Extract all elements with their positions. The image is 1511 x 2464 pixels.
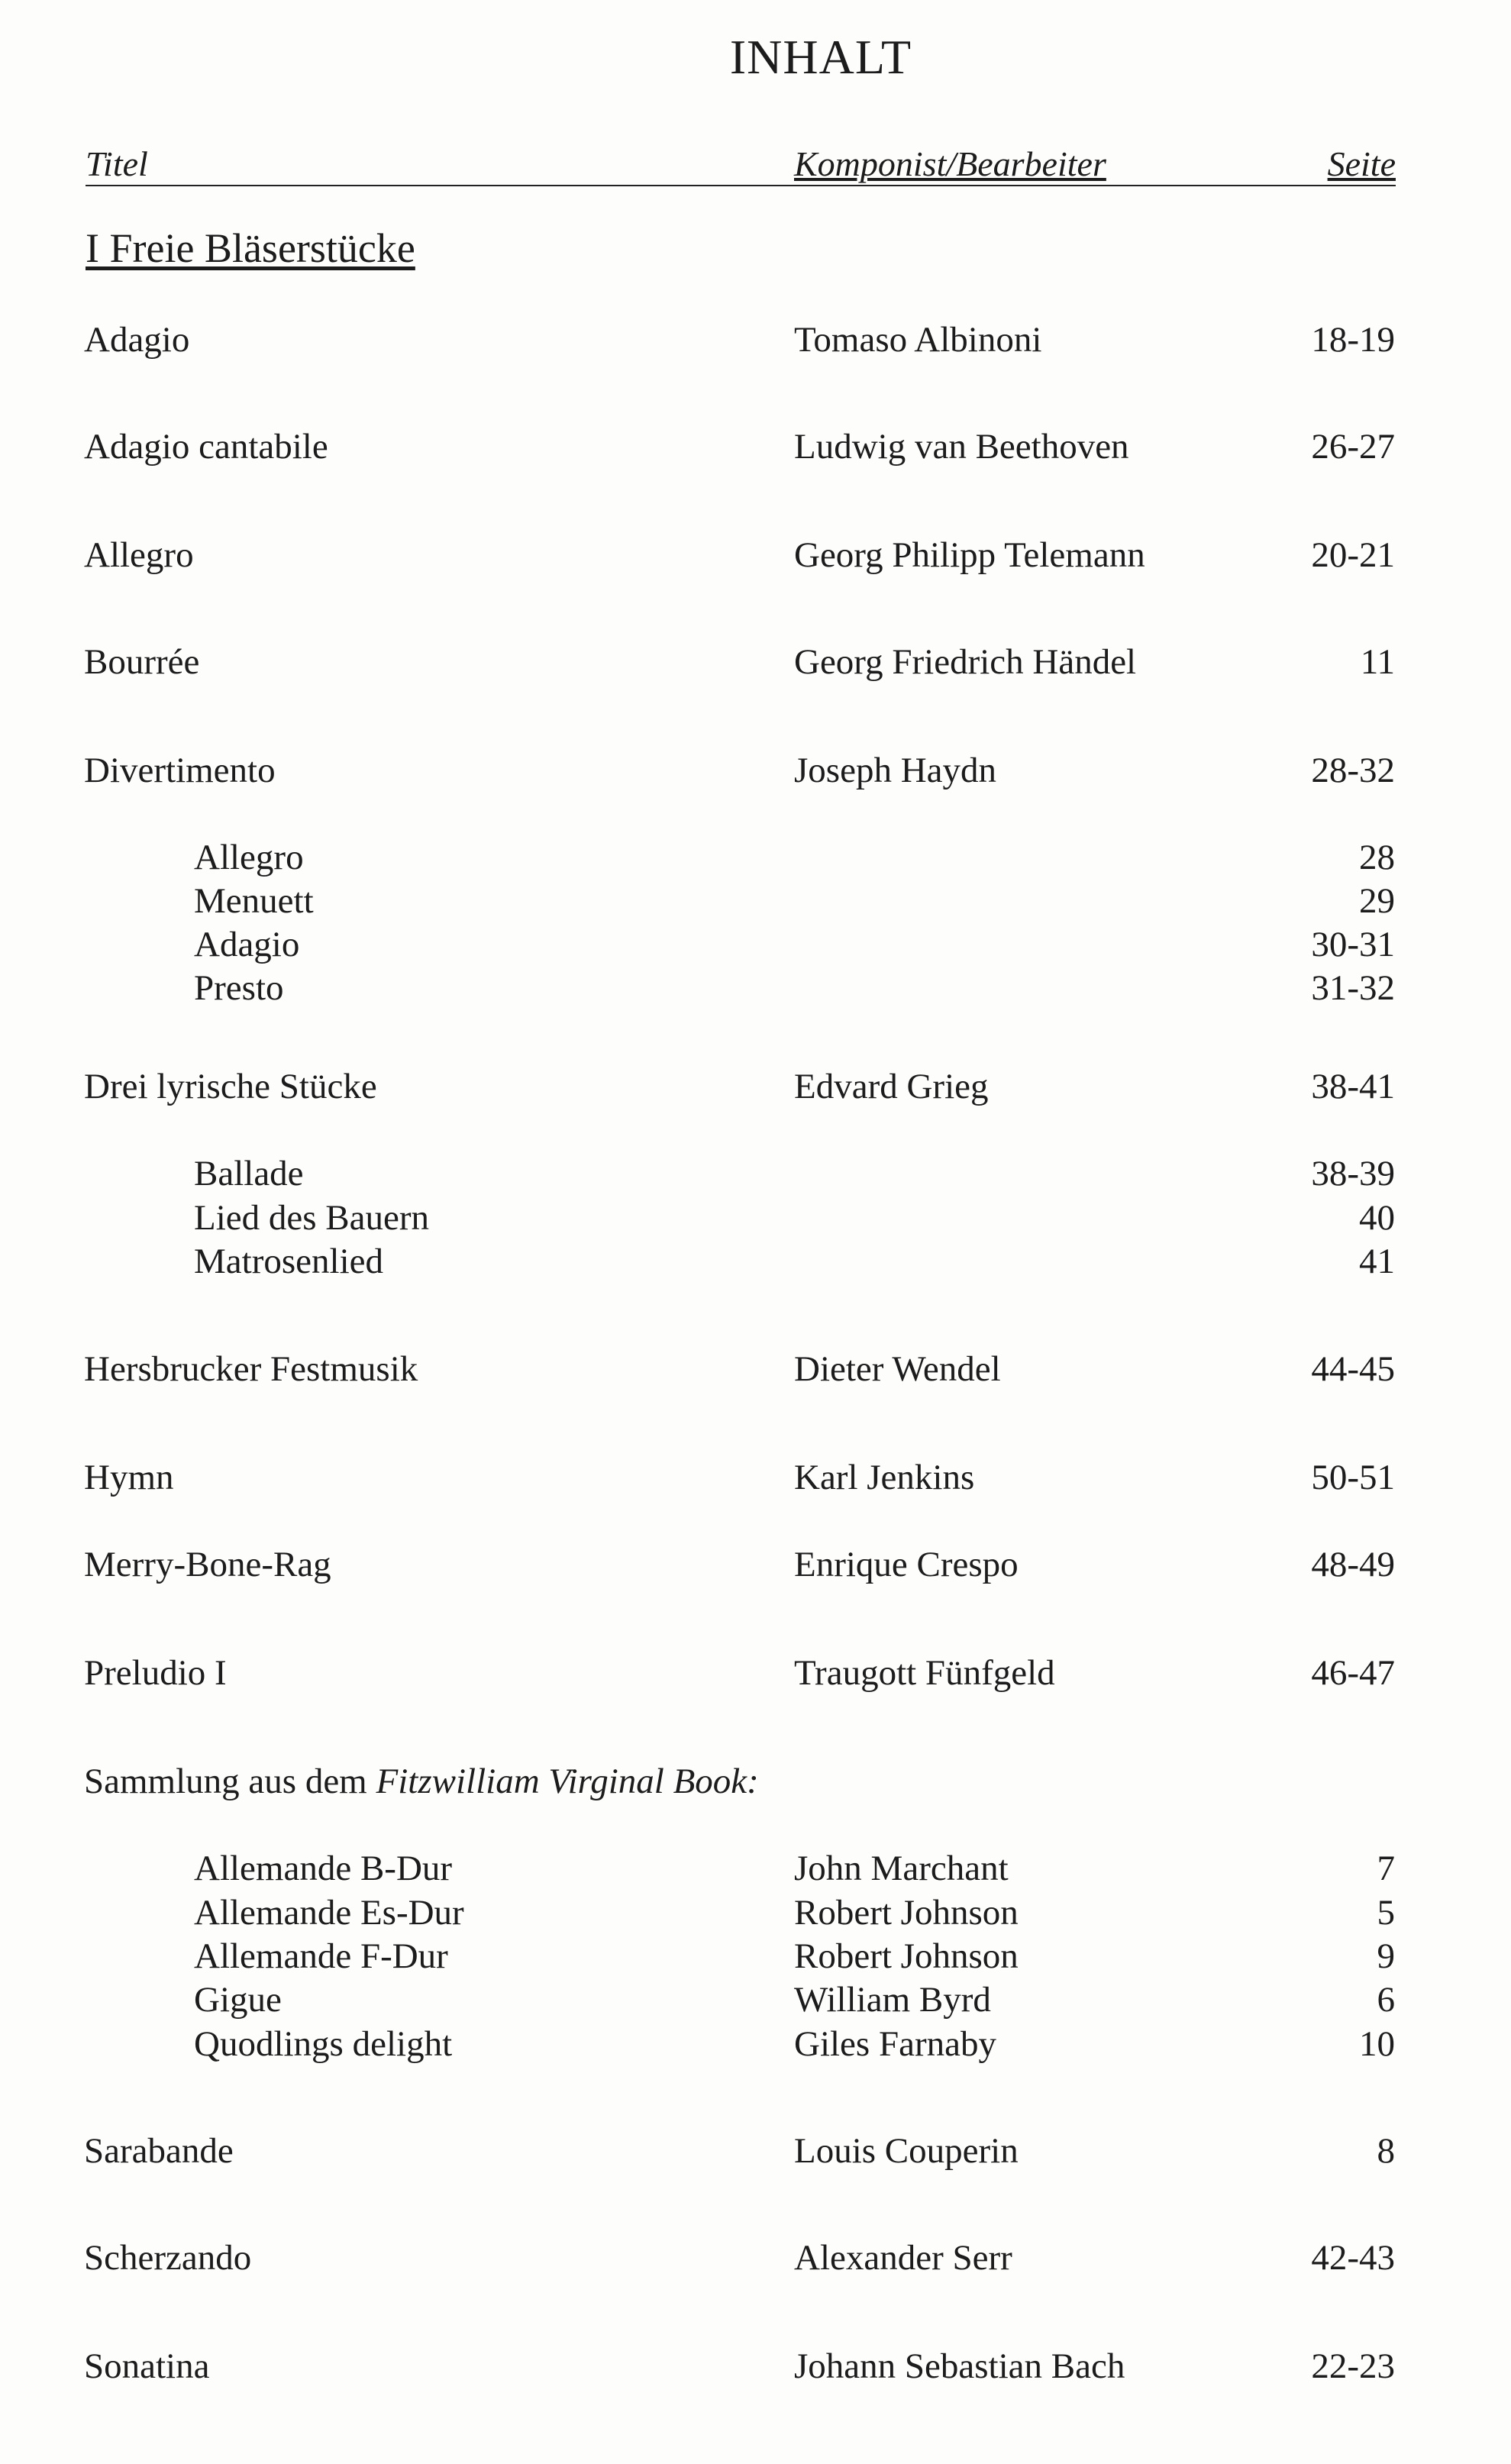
toc-row: [0, 641, 1511, 686]
toc-subrow: [0, 1892, 1511, 1936]
toc-subrow: [0, 1979, 1511, 2023]
entry-page: 18-19: [1311, 320, 1395, 360]
toc-subrow: [0, 1197, 1511, 1242]
toc-row: [0, 2346, 1511, 2390]
entry-composer: Georg Friedrich Händel: [794, 642, 1137, 682]
entry-composer: William Byrd: [794, 1980, 991, 2020]
toc-row: [0, 1544, 1511, 1588]
entry-composer: Edvard Grieg: [794, 1067, 989, 1106]
toc-row: [0, 319, 1511, 363]
collection-book: Fitzwilliam Virginal Book:: [376, 1762, 759, 1801]
toc-row: [0, 426, 1511, 470]
toc-row: [0, 1066, 1511, 1110]
entry-page: 6: [1377, 1980, 1395, 2020]
entry-title: Scherzando: [84, 2238, 252, 2278]
toc-subrow: [0, 1848, 1511, 1892]
toc-subrow: [0, 880, 1511, 925]
entry-page: 42-43: [1311, 2238, 1395, 2278]
entry-title: Merry-Bone-Rag: [84, 1545, 331, 1584]
entry-title: Allegro: [194, 838, 304, 877]
entry-page: 38-39: [1311, 1154, 1395, 1193]
toc-row: [0, 2130, 1511, 2175]
entry-page: 9: [1377, 1936, 1395, 1976]
entry-composer: Robert Johnson: [794, 1893, 1019, 1933]
entry-title: Bourrée: [84, 642, 200, 682]
entry-page: 46-47: [1311, 1653, 1395, 1693]
entry-page: 30-31: [1311, 925, 1395, 964]
entry-composer: John Marchant: [794, 1849, 1009, 1888]
section-heading: I Freie Bläserstücke: [86, 225, 415, 271]
entry-title: Matrosenlied: [194, 1242, 383, 1281]
entry-title: Ballade: [194, 1154, 304, 1193]
toc-row: [0, 750, 1511, 794]
entry-composer: Karl Jenkins: [794, 1458, 975, 1497]
header-composer: Komponist/Bearbeiter: [794, 144, 1106, 183]
entry-page: 41: [1359, 1242, 1395, 1281]
entry-composer: Traugott Fünfgeld: [794, 1653, 1055, 1693]
entry-title: Allemande B-Dur: [194, 1849, 453, 1888]
entry-title: Gigue: [194, 1980, 282, 2020]
entry-title: Drei lyrische Stücke: [84, 1067, 377, 1106]
header-rule: [86, 185, 1396, 186]
entry-composer: Johann Sebastian Bach: [794, 2346, 1125, 2386]
entry-title: Hersbrucker Festmusik: [84, 1349, 418, 1389]
entry-page: 26-27: [1311, 427, 1395, 467]
entry-composer: Louis Couperin: [794, 2131, 1019, 2171]
entry-title: Adagio: [194, 925, 300, 964]
entry-title: Presto: [194, 968, 284, 1008]
entry-composer: Enrique Crespo: [794, 1545, 1019, 1584]
entry-title: Hymn: [84, 1458, 174, 1497]
toc-subrow: [0, 1153, 1511, 1197]
entry-page: 29: [1359, 881, 1395, 921]
toc-subrow: [0, 967, 1511, 1012]
entry-composer: Giles Farnaby: [794, 2024, 996, 2064]
entry-title: Quodlings delight: [194, 2024, 453, 2064]
entry-composer: Georg Philipp Telemann: [794, 535, 1145, 575]
entry-composer: Tomaso Albinoni: [794, 320, 1042, 360]
entry-page: 31-32: [1311, 968, 1395, 1008]
entry-page: 40: [1359, 1198, 1395, 1238]
entry-title: Adagio cantabile: [84, 427, 328, 467]
entry-title: Lied des Bauern: [194, 1198, 430, 1238]
entry-composer: Dieter Wendel: [794, 1349, 1001, 1389]
entry-page: 20-21: [1311, 535, 1395, 575]
toc-subrow: [0, 924, 1511, 968]
entry-page: 10: [1359, 2024, 1395, 2064]
entry-title: Menuett: [194, 881, 314, 921]
toc-row: [0, 2237, 1511, 2282]
page-title: INHALT: [729, 30, 912, 84]
entry-title: Adagio: [84, 320, 190, 360]
entry-page: 11: [1360, 642, 1395, 682]
entry-title: Sarabande: [84, 2131, 234, 2171]
entry-page: 44-45: [1311, 1349, 1395, 1389]
header-title: Titel: [86, 144, 148, 183]
entry-title: Preludio I: [84, 1653, 227, 1693]
entry-title: Allemande Es-Dur: [194, 1893, 464, 1933]
toc-row: [0, 1652, 1511, 1697]
header-page: Seite: [1327, 144, 1396, 183]
entry-title: Divertimento: [84, 751, 276, 790]
toc-subrow: [0, 837, 1511, 881]
collection-prefix: Sammlung aus dem: [84, 1762, 376, 1801]
toc-row: [0, 1348, 1511, 1393]
entry-page: 8: [1377, 2131, 1395, 2171]
collection-note: [84, 1761, 759, 1802]
entry-page: 5: [1377, 1893, 1395, 1933]
toc-subrow: [0, 2023, 1511, 2068]
toc-row: [0, 534, 1511, 579]
entry-page: 7: [1377, 1849, 1395, 1888]
entry-composer: Robert Johnson: [794, 1936, 1019, 1976]
entry-page: 28-32: [1311, 751, 1395, 790]
toc-row: [0, 1457, 1511, 1501]
entry-page: 50-51: [1311, 1458, 1395, 1497]
entry-composer: Joseph Haydn: [794, 751, 996, 790]
entry-composer: Alexander Serr: [794, 2238, 1012, 2278]
entry-page: 22-23: [1311, 2346, 1395, 2386]
column-header: [86, 144, 1396, 189]
entry-page: 28: [1359, 838, 1395, 877]
entry-composer: Ludwig van Beethoven: [794, 427, 1129, 467]
entry-page: 38-41: [1311, 1067, 1395, 1106]
toc-subrow: [0, 1936, 1511, 1980]
entry-title: Allegro: [84, 535, 194, 575]
toc-subrow: [0, 1241, 1511, 1285]
entry-title: Allemande F-Dur: [194, 1936, 448, 1976]
entry-title: Sonatina: [84, 2346, 210, 2386]
entry-page: 48-49: [1311, 1545, 1395, 1584]
